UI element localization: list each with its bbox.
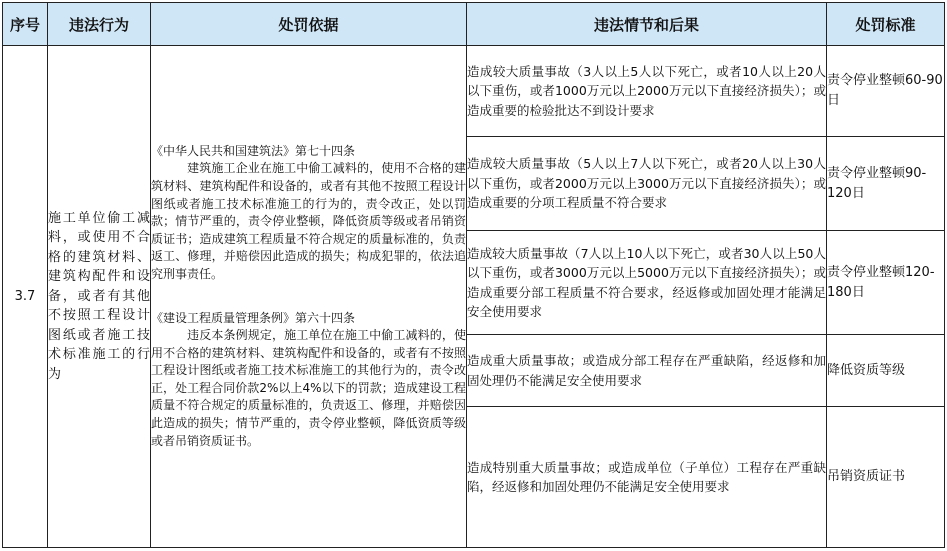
law2-text: 违反本条例规定，施工单位在施工中偷工减料的，使用不合格的建筑材料、建筑构配件和设备的，或者有不按照工程设计图纸或者施工技术标准施工的其他行为的，责令改正，处工程合同价款2%以上4%以下的罚款；造成建设工程质量不符合规定的质量标准的，负责返工、修理，并赔偿因此造成的损失；情节严重的，责令停业整顿，降低资质等级或者吊销资质证书。 [151,328,466,448]
behavior-cell: 施工单位偷工减料，或使用不合格的建筑材料、建筑构配件和设备，或者有其他不按照工程设计图纸或者施工技术标准施工的行为 [48,46,151,548]
penalty-table [2,2,945,548]
law2-title: 《建设工程质量管理条例》第六十四条 [151,310,356,325]
law1-text: 建筑施工企业在施工中偷工减料的，使用不合格的建筑材料、建筑构配件和设备的，或者有其他不按照工程设计图纸或者施工技术标准施工的行为的，责令改正，处以罚款；情节严重的，责令停业整顿，降低资质等级或者吊销资质证书；造成建筑工程质量不符合规定的质量标准的，负责返工、修理，并赔偿因此造成的损失；构成犯罪的，依法追究刑事责任。 [151,161,466,281]
header-conseq: 违法情节和后果 [467,3,827,46]
conseq-cell-1: 造成较大质量事故（3人以上5人以下死亡，或者10人以上20人以下重伤，或者1000万元以上2000万元以下直接经济损失）；或造成重要的检验批达不到设计要求 [467,46,827,137]
penalty-cell-4: 降低资质等级 [827,335,945,407]
law1-title: 《中华人民共和国建筑法》第七十四条 [151,143,356,158]
header-basis: 处罚依据 [151,3,467,46]
penalty-cell-1: 责令停业整顿60-90日 [827,46,945,137]
seq-cell: 3.7 [3,46,48,548]
penalty-cell-5: 吊销资质证书 [827,407,945,548]
header-seq: 序号 [3,3,48,46]
table-row [3,46,945,137]
header-row [3,3,945,46]
conseq-cell-3: 造成较大质量事故（7人以上10人以下死亡，或者30人以上50人以下重伤，或者3000万元以上5000万元以下直接经济损失）；或造成重要分部工程质量不符合要求，经返修或加固处理才能满足安全使用要求 [467,231,827,335]
conseq-cell-5: 造成特别重大质量事故；或造成单位（子单位）工程存在严重缺陷，经返修和加固处理仍不能满足安全使用要求 [467,407,827,548]
conseq-cell-2: 造成较大质量事故（5人以上7人以下死亡，或者20人以上30人以下重伤，或者2000万元以上3000万元以下直接经济损失）；或造成重要的分项工程质量不符合要求 [467,137,827,231]
conseq-cell-4: 造成重大质量事故；或造成分部工程存在严重缺陷，经返修和加固处理仍不能满足安全使用要求 [467,335,827,407]
header-behavior: 违法行为 [48,3,151,46]
basis-cell [151,46,467,548]
penalty-cell-3: 责令停业整顿120-180日 [827,231,945,335]
penalty-cell-2: 责令停业整顿90-120日 [827,137,945,231]
header-penalty: 处罚标准 [827,3,945,46]
